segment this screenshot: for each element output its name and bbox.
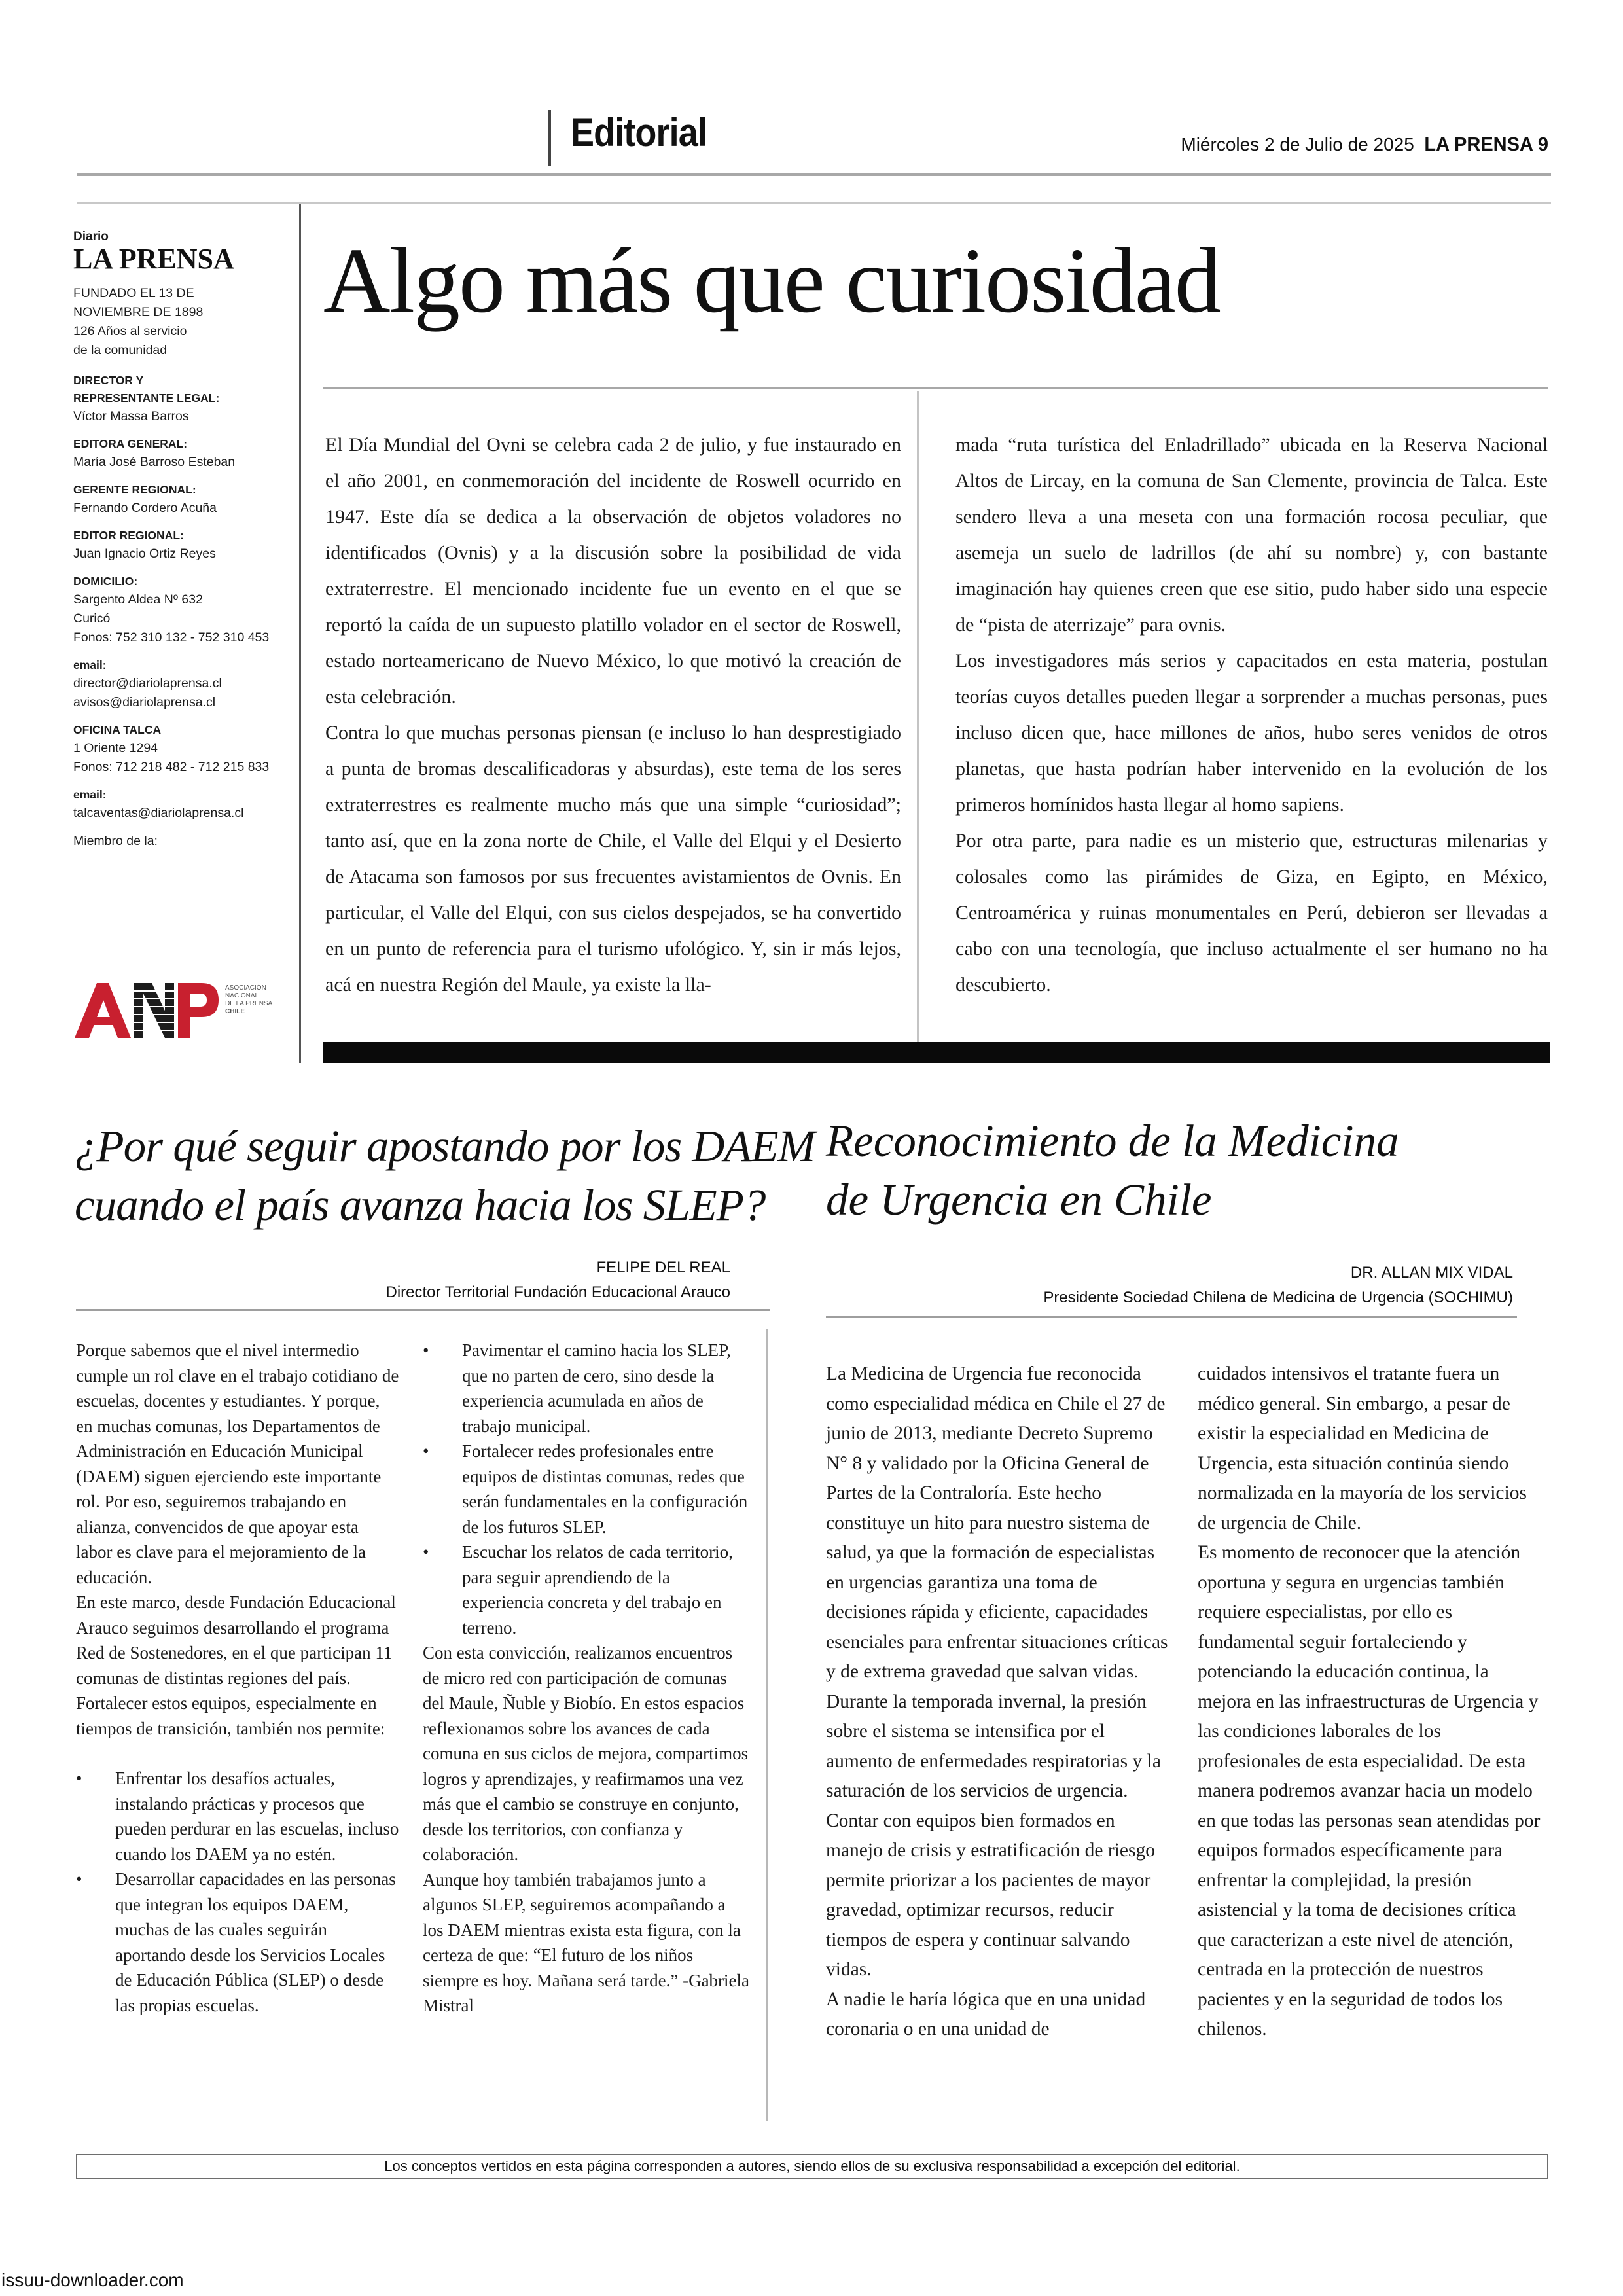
article2-paragraph: Durante la temporada invernal, la presión sobre el sistema se intensifica por el aumento de enfermedades respiratorias y la saturación de los servicios de urgencia. Contar con equipos bien formados en manejo de crisis y estratificación de riesgo permite priorizar a los pacientes de mayor gravedad, optimizar recursos, reducir tiempos de espera y continuar salvando vidas. [826,1691,1161,1980]
editorial-paragraph: Contra lo que muchas personas piensan (e incluso lo han desprestigiado a punta de bromas descalificadoras y absurdas), este tema de los seres extraterrestres es realmente mucho más que una simple “curiosidad”; tanto así, que en la zona norte de Chile, el Valle del Elqui y el Desierto de Atacama son famosos por sus frecuentes avistamientos de Ovnis. En particular, el Valle del Elqui, con sus cielos despejados, se ha convertido en un punto de referencia para el turismo ufológico. Y, sin ir más lejos, acá en nuestra Región del Maule, ya existe la lla- [325,722,901,996]
article1-bullet-text: Desarrollar capacidades en las personas que integran los equipos DAEM, muchas de las cuales seguirán aportando desde los Servicios Locales de Educación Pública (SLEP) o desde las propias escuelas. [115,1869,396,2015]
editor-label: EDITOR REGIONAL: [73,529,184,542]
editorial-end-bar [323,1042,1550,1063]
domicilio-label: DOMICILIO: [73,575,138,588]
article-divider [766,1329,768,2121]
masthead-sidebar [73,230,293,851]
member-label: Miembro de la: [73,834,158,848]
anp-text: CHILE [225,1008,245,1015]
watermark-text[interactable]: issuu-downloader.com [1,2270,184,2290]
editorial-paragraph: Los investigadores más serios y capacitados en esta materia, postulan teorías cuyos detalles pueden llegar a sorprender a muchas personas, pues incluso dicen que, hace millones de años, hubo seres venidos de otros planetas, que hasta podrían haber intervenido en la evolución de los primeros homínidos hasta llegar al homo sapiens. [955,650,1548,816]
article1-column-2 [423,1338,750,2018]
article1-paragraph: En este marco, desde Fundación Educacional Arauco seguimos desarrollando el programa Red de Sostenedores, en el que participan 11 comunas de distintas regiones del país. Fortalecer estos equipos, especialmente en tiempos de transición, también nos permite: [76,1592,396,1738]
article1-bullet: • Desarrollar capacidades en las personas que integran los equipos DAEM, muchas de las cuales seguirán aportando desde los Servicios Locales de Educación Pública (SLEP) o desde las propias escuelas. [76,1867,399,2018]
gerente-label: GERENTE REGIONAL: [73,483,196,496]
talca-line: Fonos: 712 218 482 - 712 215 833 [73,760,270,774]
editorial-paragraph: Por otra parte, para nadie es un misterio que, estructuras milenarias y colosales como las pirámides de Giza, en Egipto, en México, Centroamérica y ruinas monumentales en Perú, debieron ser llevadas a cabo con una tecnología, que incluso actualmente el ser humano no ha descubierto. [955,830,1548,996]
article1-paragraph: Con esta convicción, realizamos encuentros de micro red con participación de comunas del Maule, Ñuble y Biobío. En estos espacios reflexionamos sobre los avances de cada comuna en sus ciclos de mejora, compartimos logros y aprendizajes, y reafirmamos una vez más que el cambio se construye en conjunto, desde los territorios, con confianza y colaboración. [423,1643,749,1864]
article1-paragraph: Porque sabemos que el nivel intermedio cumple un rol clave en el trabajo cotidiano de escuelas, docentes y estudiantes. Y porque, en muchas comunas, los Departamentos de Administración en Educación Municipal (DAEM) siguen ejerciendo este importante rol. Por eso, seguiremos trabajando en alianza, convencidos de que apoyar esta labor es clave para el mejoramiento de la educación. [76,1340,399,1587]
masthead-diario: Diario [73,230,109,243]
article1-bullet: • Pavimentar el camino hacia los SLEP, que no parten de cero, sino desde la experiencia acumulada en años de trabajo municipal. [423,1338,750,1439]
email-label: email: [73,658,107,672]
director-label: REPRESENTANTE LEGAL: [73,391,220,404]
article1-bullet-text: Fortalecer redes profesionales entre equipos de distintas comunas, redes que serán fundamentales en la configuración de los futuros SLEP. [462,1441,748,1537]
article1-byline [386,1255,731,1305]
article2-paragraph: La Medicina de Urgencia fue reconocida como especialidad médica en Chile el 27 de junio de 2013, mediante Decreto Supremo N° 8 y validado por la Oficina General de Partes de la Contraloría. Este hecho constituye un hito para nuestro sistema de salud, ya que la formación de especialistas en urgencias garantiza una toma de decisiones rápida y eficiente, capacidades esenciales para enfrentar situaciones críticas y de extrema gravedad que salvan vidas. [826,1363,1168,1682]
header-rule-thin [77,202,1551,204]
article1-bullet: • Escuchar los relatos de cada territorio, para seguir aprendiendo de la experiencia concreta y del trabajo en terreno. [423,1539,750,1640]
email2-label: email: [73,788,107,801]
article2-rule [826,1316,1517,1318]
editorial-paragraph: El Día Mundial del Ovni se celebra cada 2 de julio, y fue instaurado en el año 2001, en conmemoración del incidente de Roswell ocurrido en 1947. Este día se dedica a la observación de objetos voladores no identificados (Ovnis) y a la discusión sobre la posibilidad de vida extraterrestre. El mencionado incidente fue un evento en el que se reportó la caída de un supuesto platillo volador en el sector de Roswell, estado norteamericano de Nuevo México, lo que motivó la creación de esta celebración. [325,434,901,708]
article2-headline [826,1111,1399,1229]
domicilio-line: Curicó [73,611,111,626]
domicilio-line: Fonos: 752 310 132 - 752 310 453 [73,630,270,645]
editorial-column-2 [955,427,1548,1003]
editorial-column-divider [917,391,919,1044]
article1-bullet: • Enfrentar los desafíos actuales, instalando prácticas y procesos que pueden perdurar en las escuelas, incluso cuando los DAEM ya no estén. [76,1766,399,1867]
disclaimer-text: Los conceptos vertidos en esta página corresponden a autores, siendo ellos de su exclusiva responsabilidad a excepción del editorial. [384,2158,1240,2174]
section-title: Editorial [571,111,707,154]
article2-paragraph: cuidados intensivos el tratante fuera un médico general. Sin embargo, a pesar de existir la especialidad en Medicina de Urgencia, esta situación continúa siendo normalizada en la mayoría de los servicios de urgencia de Chile. [1198,1363,1527,1534]
anp-text: DE LA PRENSA [225,1000,273,1007]
disclaimer-box [76,2154,1548,2179]
editor-name: Juan Ignacio Ortiz Reyes [73,547,216,561]
article1-headline-line: ¿Por qué seguir apostando por los DAEM [75,1121,815,1171]
article2-headline-line: de Urgencia en Chile [826,1175,1212,1225]
article2-author: DR. ALLAN MIX VIDAL [1350,1264,1513,1282]
editorial-headline: Algo más que curiosidad [323,228,1220,332]
talca-label: OFICINA TALCA [73,723,162,736]
article1-author: FELIPE DEL REAL [596,1259,730,1276]
sidebar-divider [299,204,301,1063]
gerente-name: Fernando Cordero Acuña [73,501,217,515]
header-divider [548,110,551,166]
article1-bullet: • Fortalecer redes profesionales entre equipos de distintas comunas, redes que serán fundamentales en la configuración de los futuros SLEP. [423,1439,750,1539]
anp-text: NACIONAL [225,992,259,999]
anp-logo [73,978,296,1043]
dateline [1181,134,1548,156]
article1-rule [76,1309,770,1311]
publication-page: LA PRENSA 9 [1424,134,1548,155]
article2-paragraph: A nadie le haría lógica que en una unidad coronaria o en una unidad de [826,1988,1146,2039]
article1-column-1 [76,1338,399,2018]
editora-name: María José Barroso Esteban [73,455,236,469]
article2-role: Presidente Sociedad Chilena de Medicina de Urgencia (SOCHIMU) [1043,1289,1513,1306]
talca-line: 1 Oriente 1294 [73,741,158,755]
email-address[interactable]: avisos@diariolaprensa.cl [73,695,216,709]
editorial-column-1 [325,427,901,1003]
article1-bullet-text: Enfrentar los desafíos actuales, instalando prácticas y procesos que pueden perdurar en las escuelas, incluso cuando los DAEM ya no estén. [115,1768,399,1864]
article1-bullet-text: Escuchar los relatos de cada territorio, para seguir aprendiendo de la experiencia concreta y del trabajo en terreno. [462,1542,733,1638]
director-name: Víctor Massa Barros [73,409,189,423]
editora-label: EDITORA GENERAL: [73,437,188,450]
email-address-talca[interactable]: talcaventas@diariolaprensa.cl [73,806,244,820]
founded-line: 126 Años al servicio [73,324,187,338]
founded-line: de la comunidad [73,343,168,357]
founded-line: FUNDADO EL 13 DE [73,286,194,300]
masthead-brand: LA PRENSA [73,243,234,275]
email-address[interactable]: director@diariolaprensa.cl [73,676,222,691]
director-label: DIRECTOR Y [73,374,144,387]
header-rule [77,173,1551,176]
article2-byline [1043,1261,1513,1310]
anp-text: ASOCIACIÓN [225,984,266,992]
article1-headline-line: cuando el país avanza hacia los SLEP? [75,1180,766,1230]
article1-role: Director Territorial Fundación Educacional Arauco [385,1283,730,1301]
issue-date: Miércoles 2 de Julio de 2025 [1181,134,1414,154]
anp-logo-mark [73,978,296,1043]
headline-rule [323,387,1548,389]
article1-headline [75,1117,815,1234]
article2-column-2 [1198,1359,1547,2045]
founded-line: NOVIEMBRE DE 1898 [73,305,204,319]
domicilio-line: Sargento Aldea Nº 632 [73,592,203,607]
article2-headline-line: Reconocimiento de la Medicina [826,1116,1399,1166]
article2-column-1 [826,1359,1171,2045]
article1-bullet-text: Pavimentar el camino hacia los SLEP, que no parten de cero, sino desde la experiencia acumulada en años de trabajo municipal. [462,1340,731,1436]
article2-paragraph: Es momento de reconocer que la atención oportuna y segura en urgencias también requiere especialistas, por ello es fundamental seguir fortaleciendo y potenciando la educación continua, la mejora en las infraestructuras de Urgencia y las condiciones laborales de los profesionales de esta especialidad. De esta manera podremos avanzar hacia un modelo en que todas las personas sean atendidas por equipos formados específicamente para enfrentar la complejidad, la presión asistencial y la toma de decisiones crítica que caracterizan a este nivel de atención, centrada en la protección de nuestros pacientes y en la seguridad de todos los chilenos. [1198,1542,1541,2039]
article1-paragraph: Aunque hoy también trabajamos junto a algunos SLEP, seguiremos acompañando a los DAEM mientras exista esta figura, con la certeza de que: “El futuro de los niños siempre es hoy. Mañana será tarde.” -Gabriela Mistral [423,1869,750,2015]
editorial-paragraph: mada “ruta turística del Enladrillado” ubicada en la Reserva Nacional Altos de Lircay, en la comuna de San Clemente, provincia de Talca. Este sendero lleva a una meseta con una formación rocosa peculiar, que asemeja un suelo de ladrillos (de ahí su nombre) y, con bastante imaginación hay quienes creen que ese sitio, pudo haber sido una especie de “pista de aterrizaje” para ovnis. [955,434,1548,636]
